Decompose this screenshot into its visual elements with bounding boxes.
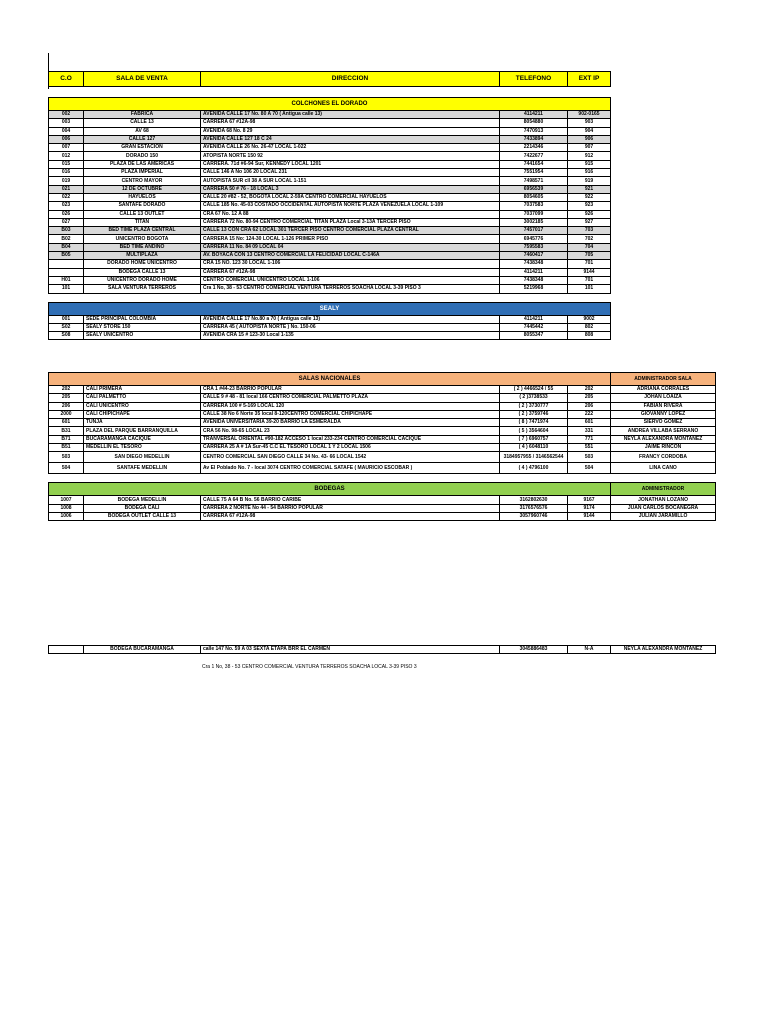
table-row [49,402,716,410]
cell-telefono: 3176576576 [500,504,568,512]
cell-ext: 915 [568,160,611,168]
cell-direccion: CALLE 38 No 6 Norte 35 local 8-120CENTRO COMERCIAL CHIPICHAPE [201,410,500,418]
cell-co [49,268,84,276]
cell-ext: 9174 [568,504,611,512]
cell-ext: 902-0165 [568,111,611,119]
section-header-row [49,373,716,386]
cell-co: B03 [49,227,84,235]
cell-telefono: 4114211 [500,111,568,119]
table-row [49,111,611,119]
cell-telefono: 6945776 [500,235,568,243]
cell-co: B51 [49,444,84,452]
cell-sala: CALLE 13 [84,119,201,127]
cell-sala: CALLE 127 [84,135,201,143]
cell-ext: 701 [568,276,611,284]
nacionales-table [48,372,716,521]
cell-direccion: CALLE 13 CON CRA 62 LOCAL 301 TERCER PISO CENTRO COMERCIAL PLAZA CENTRAL [201,227,500,235]
header-telefono: TELEFONO [500,72,568,87]
cell-co [49,260,84,268]
cell-sala: SEALY STORE 150 [84,323,201,331]
cell-sala: UNICENTRO BOGOTA [84,235,201,243]
cell-sala: BED TIME ANDINO [84,243,201,251]
cell-direccion: CARRERA 100 # 5-169 LOCAL 120 [201,402,500,410]
cell-telefono: 3057960746 [500,512,568,520]
cell-sala: CALI PRIMERA [84,386,201,394]
cell-ext: 503 [568,452,611,463]
table-row [49,496,716,504]
cell-ext: 919 [568,177,611,185]
cell-co: 016 [49,169,84,177]
cell-telefono: 7438348 [500,276,568,284]
spacer-cell [49,87,611,98]
cell-telefono: 7470913 [500,127,568,135]
cell-co: 205 [49,394,84,402]
cell-ext: 921 [568,185,611,193]
cell-ext: 808 [568,332,611,340]
cell-co: 004 [49,127,84,135]
table-row [49,427,716,435]
cell-co: 1007 [49,496,84,504]
cell-telefono: 4114211 [500,268,568,276]
cell-ext: 9144 [568,268,611,276]
table-row [49,444,716,452]
section-title: BODEGAS [49,483,611,496]
cell-sala: MULTIPLAZA [84,252,201,260]
spacer-row [49,474,716,483]
table-row [49,127,611,135]
section-title: SALAS NACIONALES [49,373,611,386]
cell-admin: FABIAN RIVERA [611,402,716,410]
cell-direccion: AVENIDA 68 No. 8 29 [201,127,500,135]
cell-telefono: 3162802630 [500,496,568,504]
cell-ext: 206 [568,402,611,410]
cell-ext: 705 [568,252,611,260]
table-row [49,463,716,474]
cell-ext: 331 [568,427,611,435]
cell-direccion: CARRERA 67 #12A-98 [201,268,500,276]
table-row [49,202,611,210]
cell-direccion: CARRERA. 71d #6-94 Sur, KENNEDY LOCAL 1201 [201,160,500,168]
cell-direccion: AVENIDA CALLE 17 No.80 a 70 ( Antigua calle 13) [201,315,500,323]
cell-ext: 906 [568,135,611,143]
header-co: C.O [49,72,84,87]
table-row [49,243,611,251]
cell-co [49,646,84,654]
cell-sala: SALA VENTURA TERREROS [84,285,201,293]
cell-admin: JULIAN JARAMILLO [611,512,716,520]
table-row [49,169,611,177]
section-title: SEALY [49,302,611,315]
cell-direccion: CARRERA 67 #12A-98 [201,119,500,127]
cell-co: 026 [49,210,84,218]
cell-telefono: ( 8 ) 7471974 [500,419,568,427]
cell-direccion: CRA 1 #44-23 BARRIO POPULAR [201,386,500,394]
cell-sala: 12 DE OCTUBRE [84,185,201,193]
cell-ext: 912 [568,152,611,160]
cell-direccion: CENTRO COMERCIAL SAN DIEGO CALLE 34 No. 43- 66 LOCAL 1542 [201,452,500,463]
cell-telefono: ( 2 )3738533 [500,394,568,402]
cell-sala: UNICENTRO DORADO HOME [84,276,201,284]
cell-admin: SIERVO GOMEZ [611,419,716,427]
cell-sala: SANTAFE DORADO [84,202,201,210]
cell-co: 006 [49,135,84,143]
cell-co: B02 [49,235,84,243]
cell-telefono: 5219968 [500,285,568,293]
cell-sala: BODEGA OUTLET CALLE 13 [84,512,201,520]
cell-direccion: CALLE 185 No. 45-03 COSTADO OCCIDENTAL AUTOPISTA NORTE PLAZA VENEZUELA LOCAL 1-109 [201,202,500,210]
cell-co: 022 [49,193,84,201]
cell-co: 002 [49,111,84,119]
cell-telefono: 7460417 [500,252,568,260]
cell-direccion: AUTOPISTA SUR cll 38 A SUR LOCAL 1-151 [201,177,500,185]
cell-telefono: ( 5 ) 3564604 [500,427,568,435]
cell-sala: DORADO 150 [84,152,201,160]
cell-admin: ANDREA VILLABA SERRANO [611,427,716,435]
table-row [49,452,716,463]
spacer-row [49,87,611,98]
section-title: COLCHONES EL DORADO [49,98,611,111]
table-row [49,177,611,185]
cell-telefono: 7037099 [500,210,568,218]
cell-ext: 927 [568,218,611,226]
cell-direccion: CARRERA 50 # 76 - 18 LOCAL 3 [201,185,500,193]
cell-ext: 601 [568,419,611,427]
table-row [49,210,611,218]
table-row [49,268,611,276]
cell-direccion: AVENIDA UNIVERSITARIA 39-20 BARRIO LA ESMERALDA [201,419,500,427]
cell-admin: GIOVANNY LOPEZ [611,410,716,418]
table-row [49,315,611,323]
section-header-row [49,483,716,496]
table-row [49,410,716,418]
cell-telefono: 3002185 [500,218,568,226]
cell-co: 503 [49,452,84,463]
cell-direccion: CALLE 9 # 48 - 81 local 166 CENTRO COMERCIAL PALMETTO PLAZA [201,394,500,402]
cell-ext: N-A [568,646,611,654]
cell-direccion: AVENIDA CRA 15 # 123-30 Local 1-135 [201,332,500,340]
cell-telefono: 3184957955 / 3146562544 [500,452,568,463]
cell-direccion: ATOPISTA NORTE 150 92 [201,152,500,160]
table-row [49,394,716,402]
cell-ext: 101 [568,285,611,293]
spacer-cell [49,293,611,302]
cell-sala: CALI CHIPICHAPE [84,410,201,418]
cell-telefono: 7551954 [500,169,568,177]
spacer-row [49,293,611,302]
header-ext: EXT IP [568,72,611,87]
cell-co: S08 [49,332,84,340]
cell-direccion: AVENIDA CALLE 17 No. 80 A 70 ( Antigua calle 13) [201,111,500,119]
cell-ext: 704 [568,243,611,251]
cell-direccion: TRANVERSAL ORIENTAL #90-182 ACCESO 1 local 233-234 CENTRO COMERCIAL CACIQUE [201,435,500,443]
cell-direccion: CRA 56 No. 98-65 LOCAL 23 [201,427,500,435]
table-row [49,227,611,235]
cell-ext: 907 [568,144,611,152]
cell-ext: 922 [568,193,611,201]
header-direccion: DIRECCION [201,72,500,87]
spacer-cell [49,474,716,483]
cell-admin: JUAN CARLOS BOCANEGRA [611,504,716,512]
table-row [49,160,611,168]
cell-admin: NEYLA ALEXANDRA MONTAÑEZ [611,646,716,654]
cell-admin: NEYLA ALEXANDRA MONTAÑEZ [611,435,716,443]
table-row [49,152,611,160]
header-sala: SALA DE VENTA [84,72,201,87]
table-row [49,285,611,293]
cell-telefono: 7037583 [500,202,568,210]
cell-ext: 771 [568,435,611,443]
cell-sala: CALI UNICENTRO [84,402,201,410]
cell-sala: AV 68 [84,127,201,135]
header-row [49,72,611,87]
cell-ext: 551 [568,444,611,452]
cell-direccion: CARRERA 72 No. 80-94 CENTRO COMERCIAL TITAN PLAZA Local 3-13A TERCER PISO [201,218,500,226]
cell-sala: PLAZA DEL PARQUE BARRANQUILLA [84,427,201,435]
cell-ext: 9002 [568,315,611,323]
cell-co: 003 [49,119,84,127]
cell-co: 007 [49,144,84,152]
cell-telefono: ( 2 ) 3759746 [500,410,568,418]
cell-telefono: ( 7 ) 6960757 [500,435,568,443]
bucaramanga-table [48,645,716,654]
table-row [49,435,716,443]
cell-direccion: Cra 1 No, 38 - 53 CENTRO COMERCIAL VENTURA TERREROS SOACHA LOCAL 3-39 PISO 3 [201,285,500,293]
cell-sala: BODEGA CALLE 13 [84,268,201,276]
cell-ext: 504 [568,463,611,474]
cell-direccion: CALLE 75 A 64 B No. 56 BARRIO CARIBE [201,496,500,504]
cell-telefono: 8054880 [500,119,568,127]
cell-sala: DORADO HOME UNICENTRO [84,260,201,268]
cell-sala: BODEGA MEDELLIN [84,496,201,504]
cell-sala: SANTAFE MEDELLIN [84,463,201,474]
cell-co: 012 [49,152,84,160]
cell-co: 2000 [49,410,84,418]
section-header-row [49,98,611,111]
cell-telefono: 8054605 [500,193,568,201]
cell-sala: BODEGA CALI [84,504,201,512]
cell-sala: TITAN [84,218,201,226]
table-row [49,193,611,201]
table-row [49,218,611,226]
table-row [49,235,611,243]
cell-ext: 9144 [568,512,611,520]
section-header-row [49,302,611,315]
cell-ext: 205 [568,394,611,402]
cell-telefono: ( 2 ) 4466524 / 55 [500,386,568,394]
cell-co: 504 [49,463,84,474]
cell-telefono: 4114211 [500,315,568,323]
cell-co: 019 [49,177,84,185]
cell-direccion: calle 147 No. 59 A 03 SEXTA ETAPA BRR EL CARMEN [201,646,500,654]
cell-ext: 9167 [568,496,611,504]
table-row [49,332,611,340]
cell-co: 601 [49,419,84,427]
cell-sala: BUCARAMANGA CACIQUE [84,435,201,443]
cell-direccion: CALLE 146 A No 106 20 LOCAL 231 [201,169,500,177]
cell-co: 027 [49,218,84,226]
cell-sala: PLAZA DE LAS AMERICAS [84,160,201,168]
table-row [49,419,716,427]
cell-ext: 904 [568,127,611,135]
cell-sala: PLAZA IMPERIAL [84,169,201,177]
cell-telefono: 8055347 [500,332,568,340]
cell-sala: SEDE PRINCIPAL COLOMBIA [84,315,201,323]
cell-telefono: 7422677 [500,152,568,160]
cell-ext: 702 [568,235,611,243]
cell-sala: BED TIME PLAZA CENTRAL [84,227,201,235]
cell-ext: 903 [568,119,611,127]
cell-direccion: CENTRO COMERCIAL UNICENTRO LOCAL 1-106 [201,276,500,284]
cell-direccion: AV. BOYACA CON 13 CENTRO COMERCIAL LA FELICIDAD LOCAL C-146A [201,252,500,260]
cell-co: B05 [49,252,84,260]
cell-co: 206 [49,402,84,410]
cell-admin: JAIME RINCON [611,444,716,452]
cell-co: B31 [49,427,84,435]
cell-admin: LINA CANO [611,463,716,474]
cell-telefono: 7438348 [500,260,568,268]
cell-admin: JOHAN LOAIZA [611,394,716,402]
cell-telefono: ( 2 ) 3730777 [500,402,568,410]
bucaramanga-row [49,646,716,654]
cell-co: 1006 [49,512,84,520]
cell-ext: 916 [568,169,611,177]
cell-direccion: CARRERA 2 NORTE No 44 - 54 BARRIO POPULAR [201,504,500,512]
cell-co: 202 [49,386,84,394]
cell-co: 023 [49,202,84,210]
cell-co: 1008 [49,504,84,512]
table-row [49,119,611,127]
cell-sala: TUNJA [84,419,201,427]
table-row [49,512,716,520]
table-row [49,276,611,284]
cell-direccion: CALLE 20 #82 - 52, BOGOTA LOCAL 2-59A CENTRO COMERCIAL HAYUELOS [201,193,500,201]
table-row [49,386,716,394]
cell-direccion: CARRERA 45 ( AUTOPISTA NORTE ) No. 150-06 [201,323,500,331]
cell-sala: SEALY UNICENTRO [84,332,201,340]
cell-co: B04 [49,243,84,251]
cell-sala: MEDELLIN EL TESORO [84,444,201,452]
cell-direccion: Av El Poblado No. 7 - local 3074 CENTRO COMERCIAL SATAFE ( MAURICIO ESCOBAR ) [201,463,500,474]
cell-ext: 222 [568,410,611,418]
cell-sala: CENTRO MAYOR [84,177,201,185]
cell-co: 015 [49,160,84,168]
table-row [49,260,611,268]
table-row [49,504,716,512]
cell-telefono: 7433894 [500,135,568,143]
cell-sala: SAN DIEGO MEDELLIN [84,452,201,463]
cell-ext: 926 [568,210,611,218]
cell-telefono: 7441654 [500,160,568,168]
cell-admin: JONATHAN LOZANO [611,496,716,504]
cell-co: S02 [49,323,84,331]
cell-ext: 923 [568,202,611,210]
admin-header: ADMINISTRADOR SALA [611,373,716,386]
cell-co: H01 [49,276,84,284]
cell-sala: CALI PALMETTO [84,394,201,402]
table-row [49,135,611,143]
cell-telefono: 2214346 [500,144,568,152]
table-row [49,323,611,331]
cell-telefono: 6956539 [500,185,568,193]
cell-ext: 202 [568,386,611,394]
cell-direccion: CRA 15 NO. 123 30 LOCAL 1-106 [201,260,500,268]
cell-co: B71 [49,435,84,443]
cell-sala: FABRICA [84,111,201,119]
cell-direccion: CARRERA 11 No. 84 09 LOCAL 04 [201,243,500,251]
table-row [49,144,611,152]
table-row [49,252,611,260]
cell-ext: 701 [568,260,611,268]
cell-telefono: ( 4 ) 4796100 [500,463,568,474]
cell-ext: 802 [568,323,611,331]
cell-telefono: 7457017 [500,227,568,235]
cell-telefono: 7595583 [500,243,568,251]
footnote: Cra 1 No, 38 - 53 CENTRO COMERCIAL VENTURA TERREROS SOACHA LOCAL 3-39 PISO 3 [202,664,417,670]
cell-telefono: 3045886483 [500,646,568,654]
cell-direccion: CARRERA 25 A # 1A Sur-45 C.C EL TESORO LOCAL 1 Y 2 LOCAL 1506 [201,444,500,452]
cell-admin: FRANCY CORDOBA [611,452,716,463]
cell-co: 021 [49,185,84,193]
cell-admin: ADRIANA CORRALES [611,386,716,394]
cell-direccion: CRA 67 No. 12 A 88 [201,210,500,218]
cell-telefono: ( 4 ) 6048110 [500,444,568,452]
cell-ext: 703 [568,227,611,235]
cell-direccion: CARRERA 67 #12A-98 [201,512,500,520]
admin-header: ADMINISTRADOR [611,483,716,496]
cell-telefono: 7498571 [500,177,568,185]
cell-co: 001 [49,315,84,323]
table-row [49,185,611,193]
cell-sala: HAYUELOS [84,193,201,201]
cell-direccion: AVENIDA CALLE 26 No. 26-47 LOCAL 1-022 [201,144,500,152]
cell-sala: CALLE 13 OUTLET [84,210,201,218]
cell-direccion: AVENIDA CALLE 127 18 C 24 [201,135,500,143]
directory-table [48,71,611,340]
cell-telefono: 7445442 [500,323,568,331]
cell-sala: BODEGA BUCARAMANGA [84,646,201,654]
cell-co: 101 [49,285,84,293]
cell-direccion: CARRERA 15 No: 124-30 LOCAL 1-126 PRIMER PISO [201,235,500,243]
cell-sala: GRAN ESTACION [84,144,201,152]
